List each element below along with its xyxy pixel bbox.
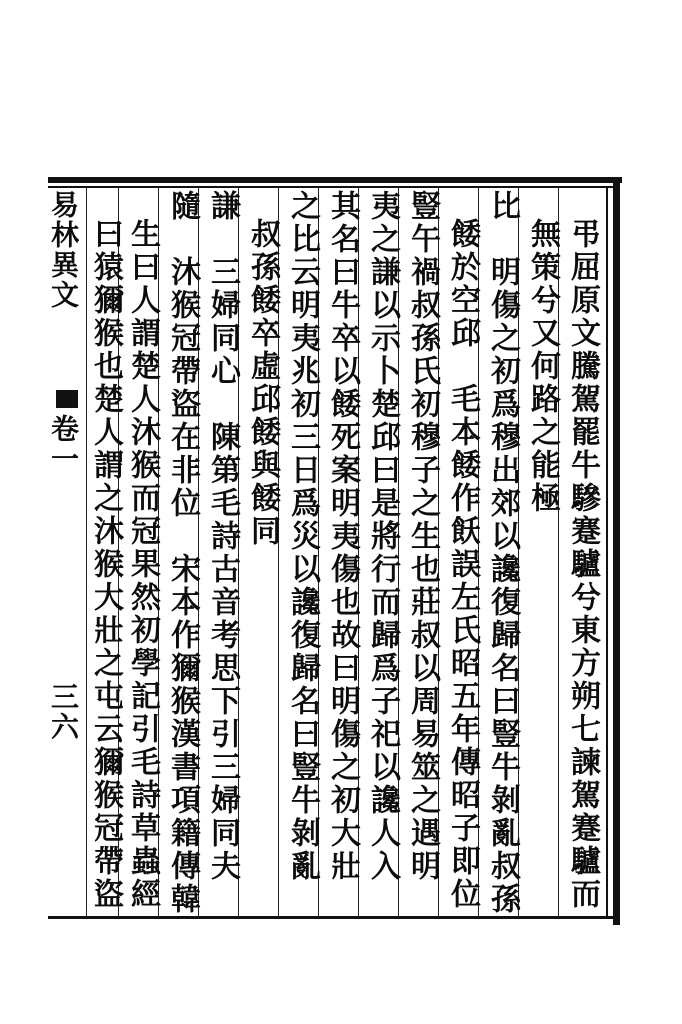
column-rule — [86, 188, 87, 916]
frame-bottom-border — [48, 916, 620, 919]
text-column-13: 曰猿獮猴也楚人謂之沐猴大壯之屯云獮猴冠帶盜 — [88, 218, 123, 911]
text-column-8: 之比云明夷兆初三日爲災以讒復歸名曰豎牛剝亂 — [285, 190, 320, 883]
text-column-7: 其名曰牛卒以餧死案明夷傷也故曰明傷之初大壯 — [325, 190, 360, 883]
text-column-1: 弔屈原文騰駕罷牛驂蹇驢兮東方朔七諫駕蹇驢而 — [565, 218, 600, 911]
frame-right-inner-border — [606, 186, 608, 918]
frame-right-border — [613, 177, 620, 925]
juan-number-margin: 卷一 — [47, 414, 80, 474]
text-column-4: 餧於空邱 毛本餧作飫誤左氏昭五年傳昭子即位 — [445, 218, 480, 911]
frame-top-border — [48, 177, 622, 183]
text-column-11: 隨 沐猴冠帶盜在非位 宋本作獮猴漢書項籍傳韓 — [165, 190, 200, 916]
leaf-number-margin: 三六 — [47, 682, 80, 742]
text-column-9: 叔孫餧卒虛邱餧與餧同 — [245, 218, 280, 548]
frame-top-inner-border — [48, 186, 616, 188]
fish-tail-mark — [56, 390, 78, 408]
text-column-2: 無策兮又何路之能極 — [525, 218, 560, 515]
text-column-12: 生曰人謂楚人沐猴而冠果然初學記引毛詩草蟲經 — [125, 218, 160, 911]
text-column-6: 夷之謙以示卜楚邱曰是將行而歸爲子祀以讒人入 — [365, 190, 400, 883]
text-column-5: 豎午禍叔孫氏初穆子之生也莊叔以周易筮之遇明 — [405, 190, 440, 883]
book-title-margin: 易林異文 — [47, 190, 80, 310]
text-column-3: 比 明傷之初爲穆出郊以讒復歸名曰豎牛剝亂叔孫 — [485, 190, 520, 916]
text-column-10: 謙 三婦同心 陳第毛詩古音考思下引三婦同夫 — [205, 190, 240, 883]
